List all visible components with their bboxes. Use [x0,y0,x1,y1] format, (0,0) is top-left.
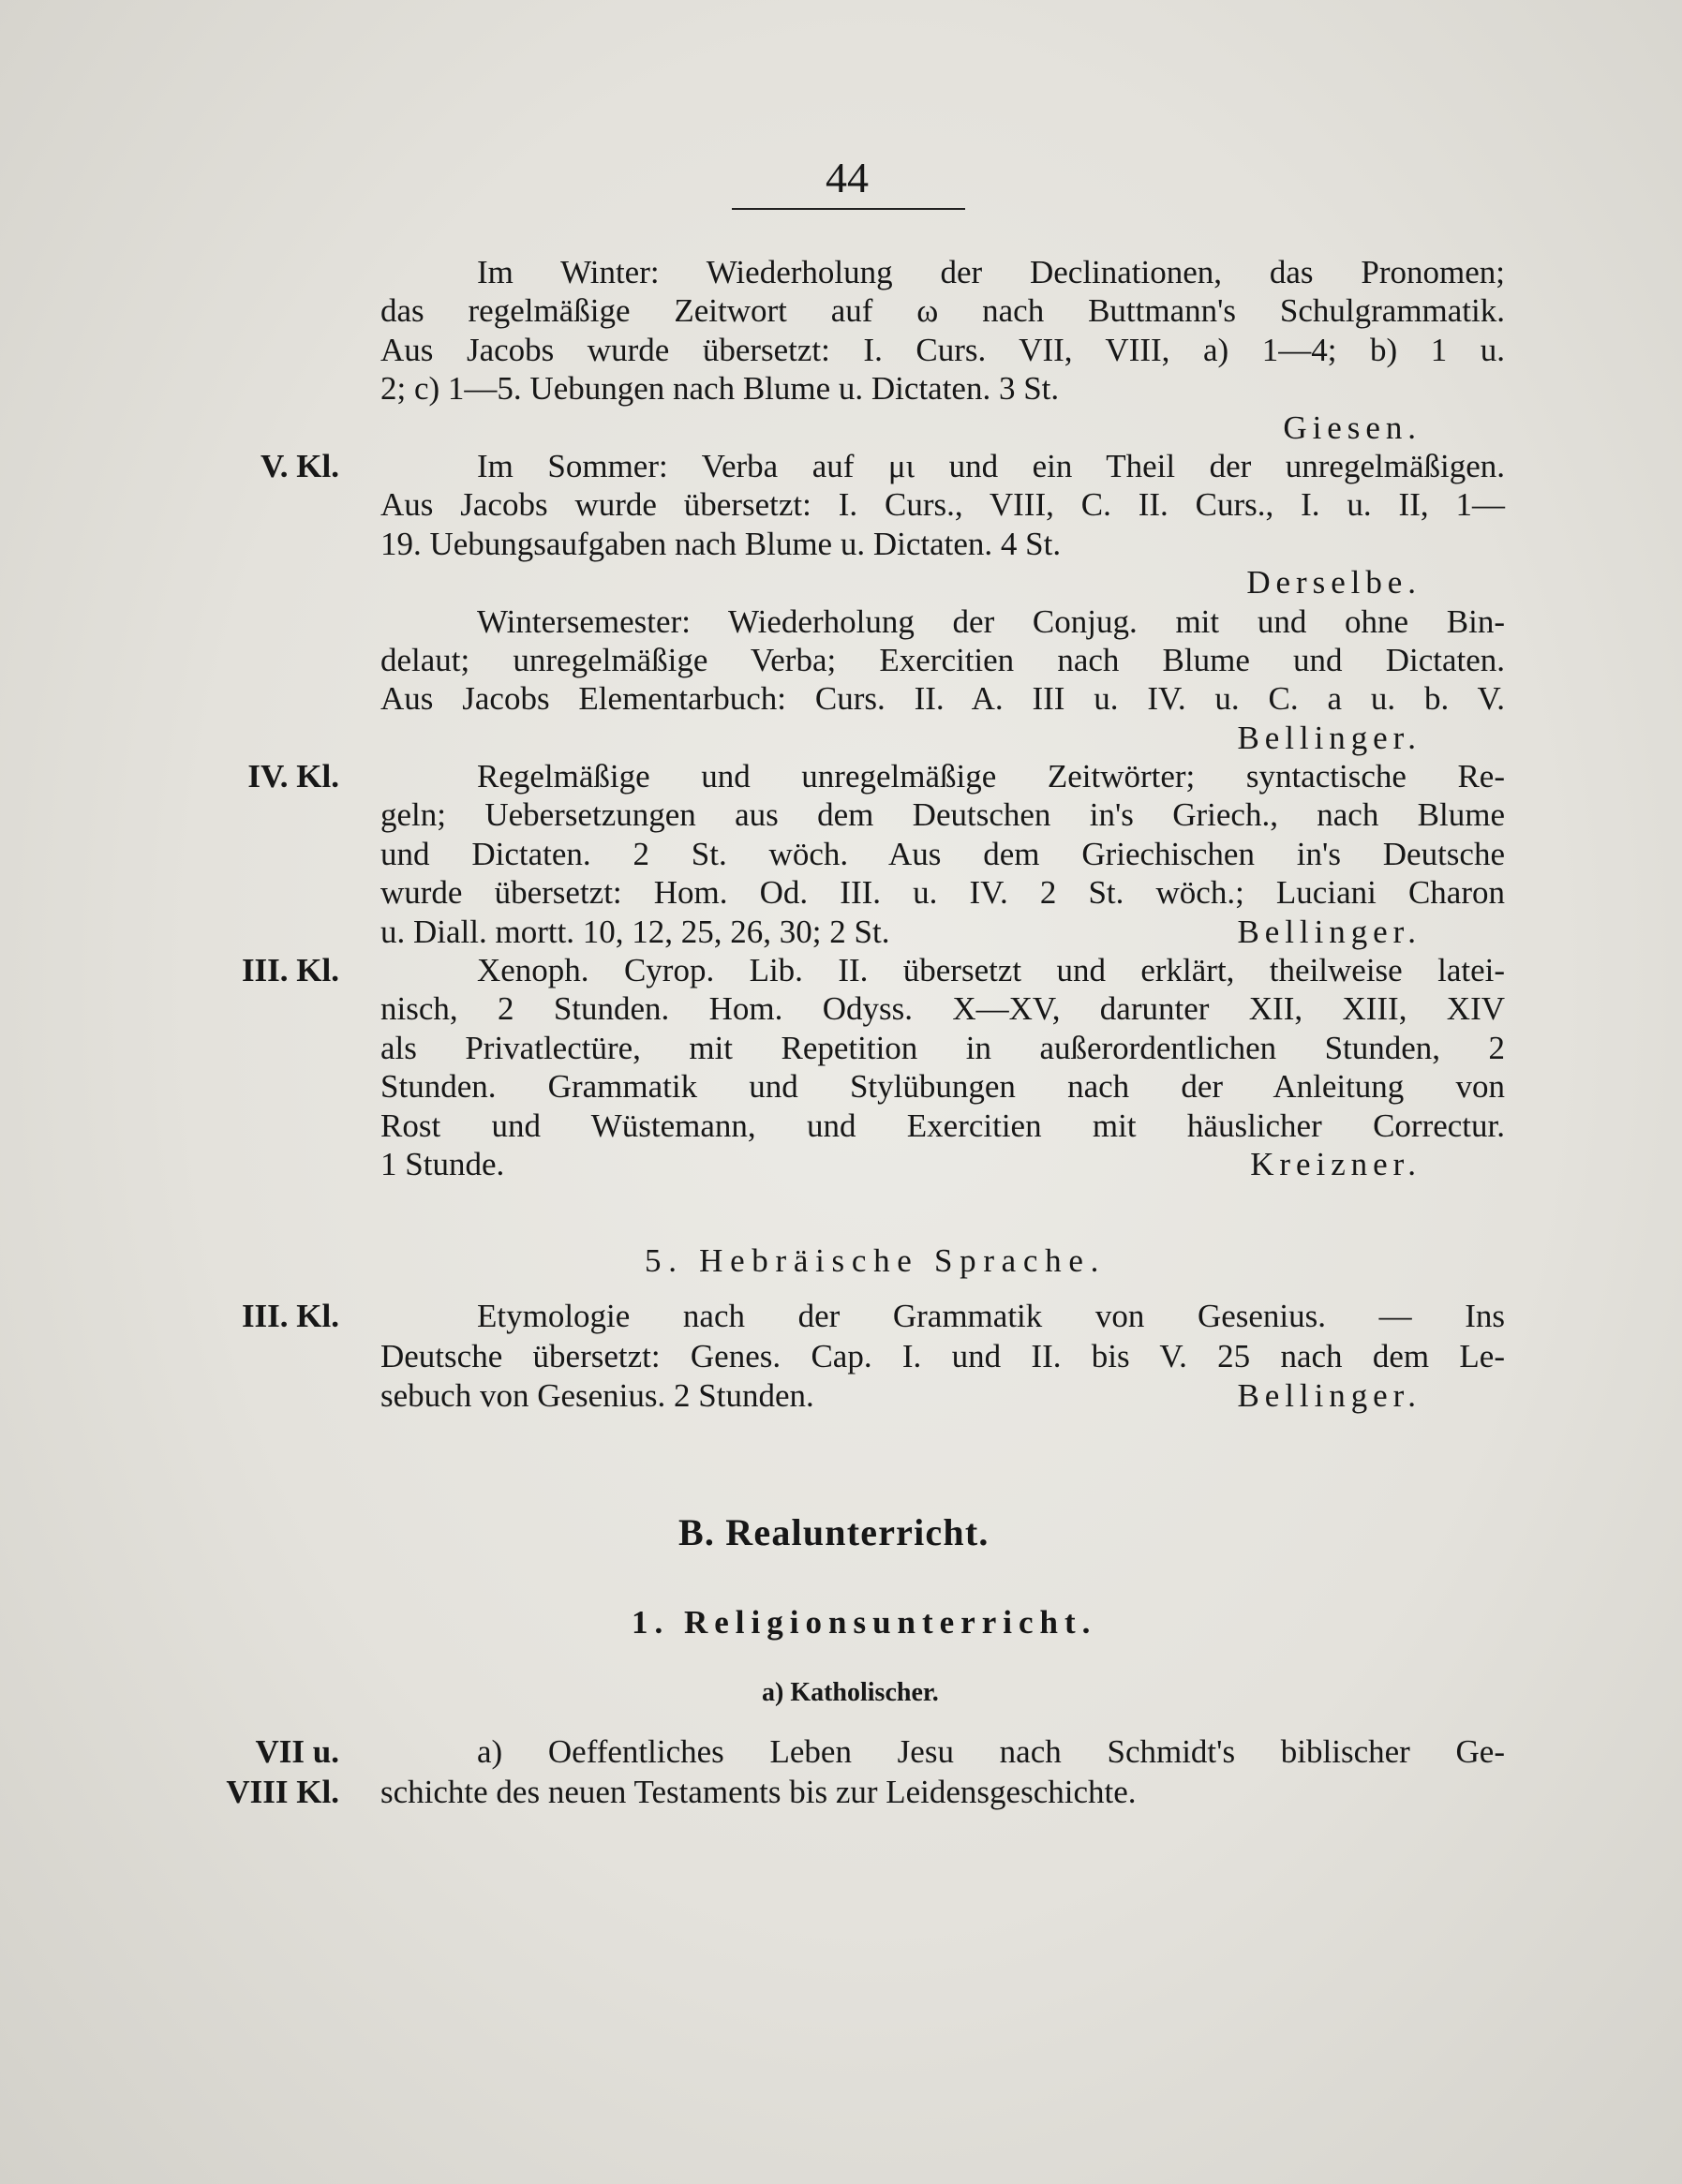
text-line [380,1337,1505,1377]
class-label: VIII Kl. [226,1774,339,1810]
text-line-content: Aus Jacobs Elementarbuch: Curs. II. A. III u. IV. u. C. a u. b. V. [380,680,1505,718]
teacher-name: Bellinger. [1237,719,1422,756]
header-rule [732,208,965,210]
text-line-content: Im Winter: Wiederholung der Declinationen, das Pronomen; [477,254,1505,290]
text-line-content: 1 Stunde. [380,1145,505,1182]
teacher-name: Giesen. [1283,409,1422,446]
text-line [226,1772,1505,1812]
text-line-content: Xenoph. Cyrop. Lib. II. übersetzt und erklärt, theilweise latei- [477,952,1505,989]
text-line-content: Etymologie nach der Grammatik von Gesenius. — Ins [477,1298,1505,1334]
text-line-content: das regelmäßige Zeitwort auf ω nach Buttmann's Schulgrammatik. [380,292,1505,330]
text-line [380,485,1505,524]
hebrew-section [241,1297,1505,1417]
text-line [380,835,1505,873]
text-line-content: 19. Uebungsaufgaben nach Blume u. Dictaten. 4 St. [380,525,1062,562]
text-line [380,679,1505,718]
text-line-content: Wintersemester: Wiederholung der Conjug. mit und ohne Bin- [477,602,1505,640]
text-line [380,291,1505,330]
text-line-content: Aus Jacobs wurde übersetzt: I. Curs. VII, VIII, a) 1—4; b) 1 u. [380,331,1505,368]
text-line-content: Aus Jacobs wurde übersetzt: I. Curs., VIII, C. II. Curs., I. u. II, 1— [380,486,1505,524]
text-line-content: geln; Uebersetzungen aus dem Deutschen in's Griech., nach Blume [380,796,1505,834]
text-line [260,447,1505,485]
text-line-content: wurde übersetzt: Hom. Od. III. u. IV. 2 St. wöch.; Luciani Charon [380,874,1505,912]
text-line-content: schichte des neuen Testaments bis zur Leidensgeschichte. [380,1774,1137,1810]
text-line [255,1731,1505,1772]
text-line [380,369,1505,408]
text-line-content: nisch, 2 Stunden. Hom. Odyss. X—XV, darunter XII, XIII, XIV [380,990,1505,1028]
class-label: VII u. [255,1733,339,1770]
text-line-content: Regelmäßige und unregelmäßige Zeitwörter; syntactische Re- [477,758,1505,795]
text-line-content: 2; c) 1—5. Uebungen nach Blume u. Dictaten. 3 St. [380,370,1060,408]
text-line [380,602,1505,641]
teacher-name: Bellinger. [1237,913,1422,950]
text-line [380,989,1505,1028]
class-label: III. Kl. [241,1298,339,1334]
text-line [380,253,1505,291]
text-line-content: delaut; unregelmäßige Verba; Exercitien nach Blume und Dictaten. [380,641,1505,678]
religion-section [226,1731,1505,1812]
text-line [380,1376,1505,1417]
class-label: III. Kl. [241,952,339,989]
text-line [380,795,1505,834]
text-line [380,1067,1505,1106]
class-label: IV. Kl. [247,758,339,795]
greek-section [241,253,1505,1183]
text-line [380,641,1505,679]
text-line-content: Rost und Wüstemann, und Exercitien mit häuslicher Correctur. [380,1107,1505,1144]
teacher-name: Kreizner. [1250,1145,1422,1182]
text-line-content: Im Sommer: Verba auf μι und ein Theil der unregelmäßigen. [477,447,1505,484]
section-heading-hebrew: 5. Hebräische Sprache. [645,1242,1107,1279]
text-line-content: u. Diall. mortt. 10, 12, 25, 26, 30; 2 St. [380,913,890,950]
text-line [380,873,1505,912]
text-line [380,1145,1505,1183]
page-number: 44 [826,154,869,201]
text-line-content: sebuch von Gesenius. 2 Stunden. [380,1377,814,1414]
class-label: V. Kl. [260,447,339,484]
teacher-name: Bellinger. [1237,1377,1422,1414]
text-line-content: Deutsche übersetzt: Genes. Cap. I. und II. bis V. 25 nach dem Le- [380,1337,1505,1374]
text-line [241,1297,1505,1337]
text-line [380,1107,1505,1145]
text-line [241,951,1505,989]
teacher-name: Derselbe. [1246,564,1422,602]
text-line [380,913,1505,951]
text-line [247,757,1505,795]
subsubheading-katholisch: a) Katholischer. [762,1678,939,1707]
text-line [380,331,1505,369]
text-line [380,525,1505,563]
section-heading-realunterricht: B. Realunterricht. [678,1511,990,1553]
text-line-content: Stunden. Grammatik und Stylübungen nach der Anleitung von [380,1068,1505,1106]
text-line [380,1029,1505,1067]
subheading-religionsunterricht: 1. Religionsunterricht. [632,1604,1097,1641]
text-line-content: als Privatlectüre, mit Repetition in außerordentlichen Stunden, 2 [380,1029,1505,1066]
text-line-content: a) Oeffentliches Leben Jesu nach Schmidt's biblischer Ge- [477,1733,1505,1770]
text-line-content: und Dictaten. 2 St. wöch. Aus dem Griechischen in's Deutsche [380,835,1505,872]
